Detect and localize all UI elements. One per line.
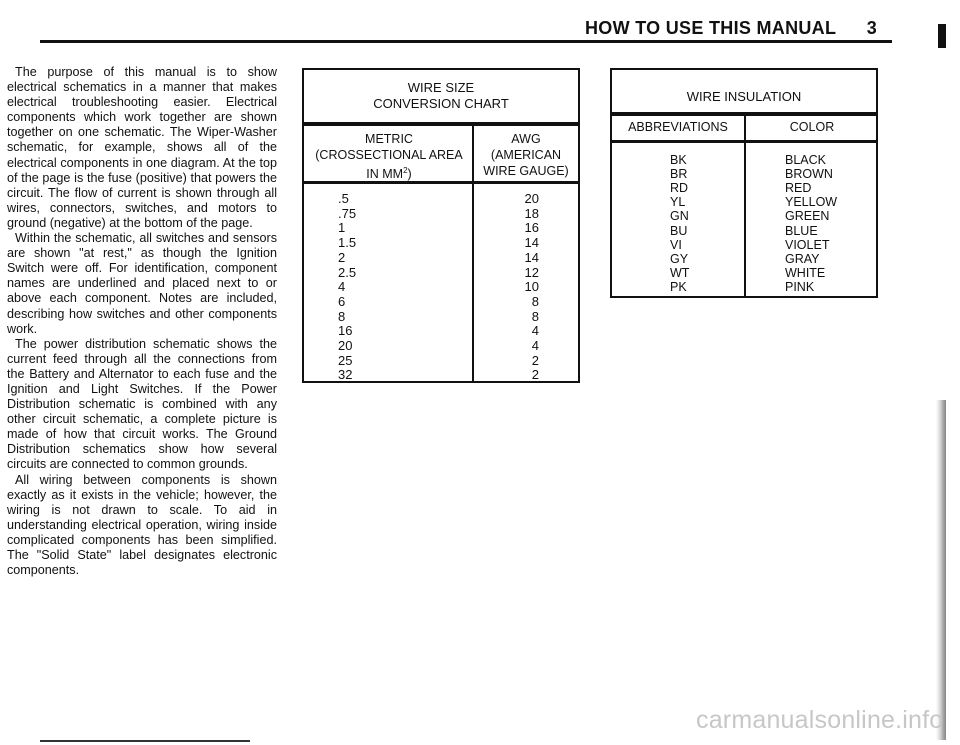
table-row (304, 220, 578, 235)
body-text (7, 65, 277, 578)
wire-size-title-line: CONVERSION CHART (373, 96, 509, 111)
color-value: PINK (785, 279, 815, 294)
table-row (612, 195, 876, 209)
awg-value: 4 (531, 338, 539, 353)
awg-column-header (474, 131, 578, 179)
metric-value: 1 (338, 220, 346, 236)
metric-value: 32 (338, 367, 353, 383)
abbreviations-column-header: ABBREVIATIONS (628, 120, 728, 134)
paragraph: Within the schematic, all switches and sensors are shown "at rest," as though the Ignition Switch were off. For identification, component names are underlined and placed next to or above each component. Notes are included, describing how switches and other components work. (7, 231, 277, 336)
metric-column-header (308, 131, 470, 182)
color-value: RED (785, 181, 812, 196)
abbreviation-value: YL (670, 195, 686, 210)
table-row (612, 209, 876, 223)
insulation-title: WIRE INSULATION (686, 89, 802, 104)
table-row (612, 181, 876, 195)
page-number: 3 (866, 18, 877, 38)
color-column-header: COLOR (789, 120, 835, 134)
awg-value: 4 (531, 323, 539, 339)
abbreviation-value: BU (670, 223, 688, 238)
page-title: HOW TO USE THIS MANUAL (585, 18, 837, 38)
table-row (304, 191, 578, 206)
table-row (612, 167, 876, 181)
abbreviation-value: WT (670, 265, 690, 280)
wire-size-conversion-chart (302, 68, 580, 383)
metric-value: 2 (338, 249, 346, 265)
metric-value: 20 (338, 338, 353, 353)
table-row (612, 266, 876, 280)
table-row (612, 153, 876, 167)
awg-value: 14 (524, 249, 539, 265)
paragraph: The power distribution schematic shows the current feed through all the connections from the Battery and Alternator to each fuse and the Ignition and Light Switches. If the Power Distribution schematic is combined with any other circuit schematic, a complete picture is made of how that circuit works. The Ground Distribution schematics show how several circuits are connected to common grounds. (7, 336, 277, 472)
awg-value: 2 (531, 367, 539, 383)
color-value: BROWN (785, 167, 833, 182)
color-value: GREEN (785, 209, 830, 224)
table-row (304, 309, 578, 324)
metric-value: 6 (338, 293, 346, 309)
table-row (304, 235, 578, 250)
header-line: (AMERICAN (490, 148, 562, 162)
header-line: AWG (511, 132, 541, 146)
header-text: ) (407, 167, 412, 182)
awg-value: 20 (524, 191, 539, 206)
header-superscript: 2 (403, 166, 408, 175)
metric-value: 8 (338, 308, 346, 324)
metric-value: 4 (338, 279, 346, 295)
table-row (612, 224, 876, 238)
header-line: WIRE GAUGE) (483, 164, 569, 178)
wire-insulation-table (610, 68, 878, 298)
abbreviation-value: VI (670, 237, 682, 252)
table-row (612, 238, 876, 252)
header-line: METRIC (365, 132, 413, 146)
awg-value: 16 (524, 220, 539, 236)
header-rule (40, 40, 892, 43)
table-row (304, 367, 578, 382)
awg-value: 12 (524, 264, 539, 280)
table-row (304, 206, 578, 221)
header-text: IN MM (366, 167, 404, 182)
table-rule (304, 181, 578, 184)
color-value: BLACK (785, 153, 826, 167)
table-row (304, 323, 578, 338)
table-row (304, 265, 578, 280)
table-row (304, 353, 578, 368)
metric-value: .75 (338, 205, 357, 221)
abbreviation-value: GY (670, 251, 689, 266)
metric-value: 16 (338, 323, 353, 339)
abbreviation-value: BK (670, 153, 687, 167)
awg-value: 2 (531, 352, 539, 368)
table-row (304, 279, 578, 294)
abbreviation-value: BR (670, 167, 688, 182)
paragraph: The purpose of this manual is to show electrical schematics in a manner that makes electrical troubleshooting easier. Electrical components which work together are shown together on one schematic. The Wiper-Washer schematic, for example, shows all of the electrical components in one diagram. At the top of the page is the fuse (positive) that powers the circuit. The flow of current is shown through all wires, connectors, switches, and motors to ground (negative) at the bottom of the page. (7, 65, 277, 230)
table-row (612, 252, 876, 266)
abbreviation-value: GN (670, 209, 689, 224)
page-header (585, 18, 885, 39)
watermark: carmanualsonline.info (696, 706, 944, 734)
awg-value: 8 (531, 293, 539, 309)
page-edge-shadow (936, 400, 946, 740)
color-value: VIOLET (785, 237, 830, 252)
abbreviation-value: RD (670, 181, 689, 196)
bottom-rule (40, 740, 250, 742)
table-row (612, 280, 876, 294)
table-row (304, 294, 578, 309)
metric-value: 25 (338, 352, 353, 368)
wire-size-title (304, 70, 578, 122)
metric-value: .5 (338, 191, 349, 206)
wire-size-title-line: WIRE SIZE (407, 80, 475, 95)
color-value: YELLOW (785, 195, 838, 210)
page-edge-mark (938, 24, 946, 48)
metric-value: 1.5 (338, 235, 357, 251)
awg-value: 10 (524, 279, 539, 295)
header-line: (CROSSECTIONAL AREA (315, 148, 463, 162)
table-row (304, 338, 578, 353)
awg-value: 8 (531, 308, 539, 324)
paragraph: All wiring between components is shown exactly as it exists in the vehicle; however, the wiring is not drawn to scale. To aid in understanding electrical operation, wiring inside complicated components has been simplified. The "Solid State" label designates electronic components. (7, 472, 277, 578)
color-value: BLUE (785, 223, 818, 238)
table-rule (612, 140, 876, 143)
metric-value: 2.5 (338, 264, 357, 280)
color-value: GRAY (785, 251, 820, 266)
table-rule (304, 122, 578, 126)
table-row (304, 250, 578, 265)
header-line (308, 163, 470, 182)
awg-value: 18 (524, 205, 539, 221)
awg-value: 14 (524, 235, 539, 251)
abbreviation-value: PK (670, 279, 687, 294)
color-value: WHITE (785, 265, 826, 280)
